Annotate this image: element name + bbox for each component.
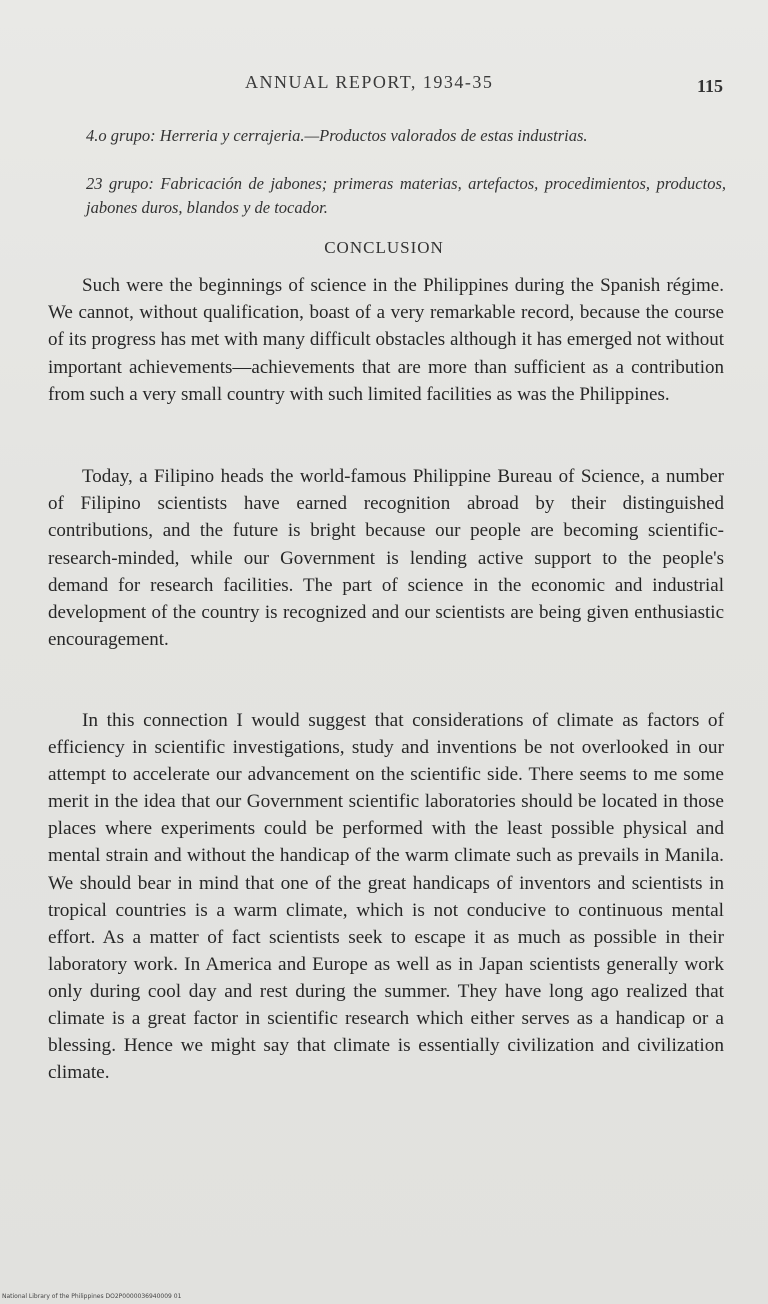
group-text: Herreria y cerrajeria.—Productos valorados de estas industrias. — [159, 126, 588, 145]
body-paragraph: Today, a Filipino heads the world-famous Philippine Bureau of Science, a number of Filipino scientists have earned recognition abroad by their distinguished contributions, and the future is bright because our people are becoming scientific-research-minded, while our Government is lending active support to the people's demand for research facilities. The part of science in the economic and industrial development of the country is recognized and our scientists are being given enthusiastic encouragement. — [48, 466, 724, 651]
body-paragraph: Such were the beginnings of science in the Philippines during the Spanish régime. We cannot, without qualification, boast of a very remarkable record, because the course of its progress has met with many difficult obstacles although it has emerged not without important achievements—achievements that are more than sufficient as a contribution from such a very small country with such limited facilities as was the Philippines. — [48, 275, 724, 405]
page-number: 115 — [697, 76, 724, 96]
body-paragraph: In this connection I would suggest that considerations of climate as factors of efficiency in scientific investigations, study and inventions be not overlooked in our attempt to accelerate our advancement on the scientific side. There seems to me some merit in the idea that our Government scientific laboratories should be located in those places where experiments could be performed with the least possible physical and mental strain and without the handicap of the warm climate such as prevails in Manila. We should bear in mind that one of the great handicaps of inventors and scientists in tropical countries is a warm climate, which is not conducive to continuous mental effort. As a matter of fact scientists seek to escape it as much as possible in their laboratory work. In America and Europe as well as in Japan scientists generally work only during cool day and rest during the summer. They have long ago realized that climate is a great factor in scientific research which either serves as a handicap or a blessing. Hence we might say that climate is essentially civilization and civilization climate. — [48, 710, 724, 1084]
group-label: 4.o grupo: — [86, 126, 156, 145]
scan-footer-note: National Library of the Philippines DO2P0000036940009 01 — [2, 1293, 182, 1300]
running-head: ANNUAL REPORT, 1934-35 — [245, 72, 494, 92]
spanish-group-item — [86, 172, 726, 220]
group-text: Fabricación de jabones; primeras materias, artefactos, procedimientos, productos, jabones duros, blandos y de tocador. — [86, 174, 726, 217]
section-title: CONCLUSION — [324, 238, 444, 257]
spanish-group-item — [86, 124, 726, 148]
group-label: 23 grupo: — [86, 174, 154, 193]
page-header — [0, 72, 768, 100]
